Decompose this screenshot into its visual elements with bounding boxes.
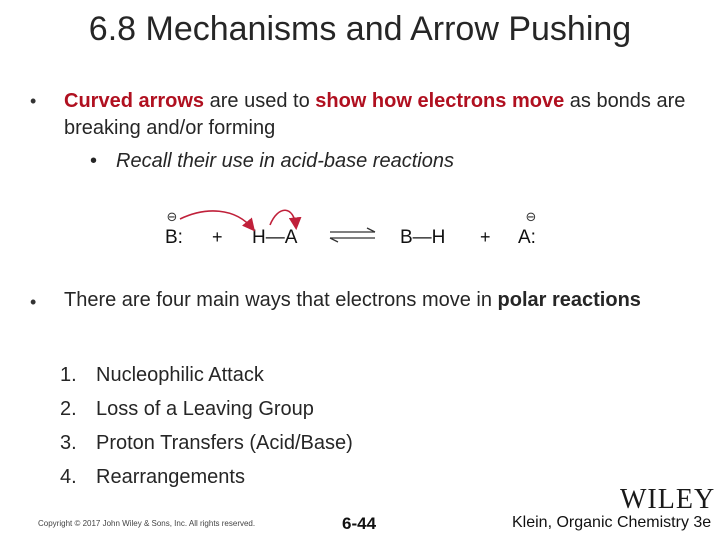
list-number: 3.: [60, 432, 77, 454]
bullet-text: There are four main ways that electrons move in: [64, 289, 498, 311]
equilibrium-arrows: [330, 228, 375, 242]
bullet-text: as bonds are breaking and/or forming: [64, 90, 686, 139]
reactant-acid: H—A: [252, 227, 298, 248]
highlight-electron-move: show how electrons move: [315, 90, 565, 112]
list-item: [60, 392, 353, 426]
plus-sign: +: [480, 227, 491, 247]
highlight-curved-arrows: Curved arrows: [64, 90, 205, 112]
plus-sign: +: [212, 227, 223, 247]
bullet-curved-arrows: [64, 88, 704, 142]
book-reference: Klein, Organic Chemistry 3e: [512, 514, 712, 531]
reactant-base: B:: [165, 227, 183, 248]
bullet-marker: •: [30, 292, 37, 312]
negative-charge-base: ⊖: [166, 210, 178, 225]
product-conjugate-base: A:: [518, 227, 536, 248]
sub-bullet-text: Recall their use in acid-base reactions: [116, 150, 454, 172]
list-item-text: Loss of a Leaving Group: [96, 398, 314, 420]
negative-charge-conjugate-base: ⊖: [525, 210, 537, 225]
bullet-text: are used to: [204, 90, 316, 112]
list-item-text: Nucleophilic Attack: [96, 364, 264, 386]
bullet-marker: •: [30, 91, 37, 111]
curved-arrow-bond-to-a: [270, 210, 296, 227]
sub-bullet-acid-base: [90, 150, 454, 173]
list-number: 4.: [60, 466, 77, 488]
highlight-polar-reactions: polar reactions: [497, 289, 641, 311]
product-conjugate-acid: B—H: [400, 227, 446, 248]
list-number: 2.: [60, 398, 77, 420]
acid-base-reaction-diagram: [160, 205, 560, 255]
list-number: 1.: [60, 364, 77, 386]
sub-bullet-marker: •: [90, 150, 98, 172]
list-item-text: Proton Transfers (Acid/Base): [96, 432, 353, 454]
electron-movement-list: [60, 358, 353, 494]
wiley-logo: WILEY: [620, 484, 716, 515]
list-item-text: Rearrangements: [96, 466, 245, 488]
list-item: [60, 460, 353, 494]
copyright-notice: Copyright © 2017 John Wiley & Sons, Inc. All rights reserved.: [38, 519, 256, 528]
bullet-four-ways: [64, 289, 641, 312]
list-item: [60, 358, 353, 392]
list-item: [60, 426, 353, 460]
page-number: 6-44: [342, 514, 377, 533]
slide-title: 6.8 Mechanisms and Arrow Pushing: [88, 10, 632, 48]
